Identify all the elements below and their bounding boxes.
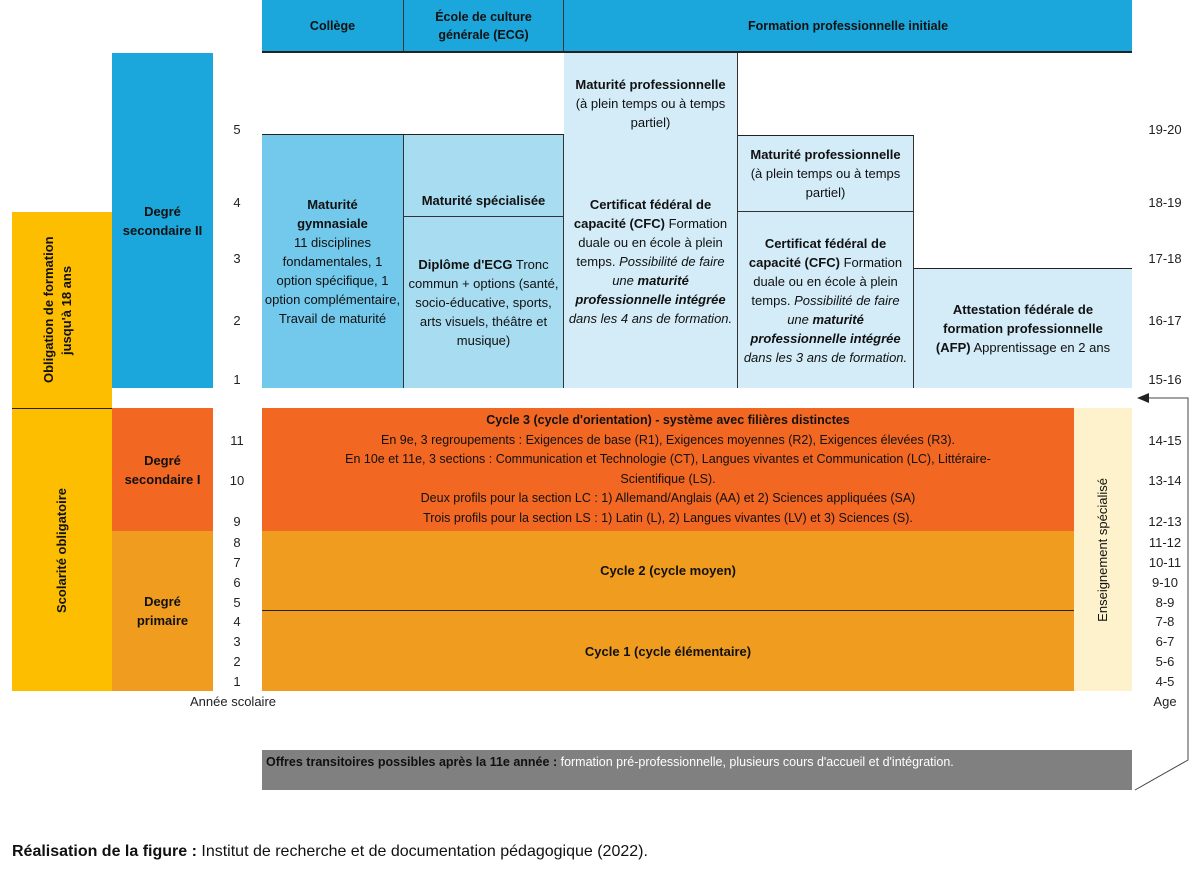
year-number: 9	[233, 514, 241, 529]
afp-title-abbr: (AFP)	[935, 340, 971, 355]
age-value: 14-15	[1148, 433, 1182, 448]
cycle-2	[262, 531, 1074, 611]
afp-title: Attestation fédérale de formation professionnelle	[943, 302, 1103, 336]
diplome-ecg-title: Diplôme d'ECG	[418, 257, 513, 272]
degre-secondaire-1-label: Degré secondaire I	[124, 452, 201, 487]
credit-bold: Réalisation de la figure :	[12, 843, 197, 860]
enseignement-specialise	[1074, 408, 1132, 691]
cfc-3-ans-italic-b: dans les 3 ans de formation.	[743, 349, 908, 365]
age-value: 4-5	[1155, 674, 1175, 689]
transition-box	[262, 750, 1132, 790]
maturite-gymnasiale	[262, 135, 404, 388]
maturite-pro-top-title: Maturité professionnelle	[575, 76, 726, 92]
scolarite-obligatoire	[12, 409, 112, 691]
cycle-3-line: Trois profils pour la section LS : 1) Latin (L), 2) Langues vivantes (LV) et 3) Sciences (S).	[423, 510, 913, 525]
cycle-3-line: Deux profils pour la section LC : 1) Allemand/Anglais (AA) et 2) Sciences appliquées (SA)	[420, 491, 916, 505]
obligation-formation	[12, 212, 112, 408]
diplome-ecg	[404, 217, 564, 388]
degre-secondaire-2-label: Degré secondaire II	[122, 203, 203, 238]
header-formation-pro-label: Formation professionnelle initiale	[747, 18, 949, 33]
year-number: 8	[233, 535, 241, 550]
cfc-4-ans-italic-a: Possibilité de faire une	[612, 254, 725, 288]
transition-text: formation pré-professionnelle, plusieurs cours d'accueil et d'intégration.	[560, 755, 954, 769]
cfc-3-ans-text: Formation duale ou en école à plein temps.	[751, 254, 903, 308]
year-number: 1	[233, 674, 241, 689]
age-value: 6-7	[1155, 634, 1175, 649]
header-college	[262, 0, 404, 53]
cfc-4-ans-italic-b: dans les 4 ans de formation.	[568, 311, 733, 326]
degre-primaire-label: Degré primaire	[136, 594, 189, 628]
year-number: 2	[233, 313, 241, 328]
year-number: 3	[233, 634, 241, 649]
year-number: 4	[233, 614, 241, 629]
degre-secondaire-2	[112, 53, 213, 388]
age-value: 11-12	[1148, 535, 1182, 550]
cfc-4-ans-bold-italic: maturité professionnelle intégrée	[575, 273, 726, 307]
maturite-pro-mid	[738, 135, 914, 212]
header-ecg	[404, 0, 564, 53]
year-number: 5	[233, 122, 241, 137]
cycle-1-title: Cycle 1 (cycle élémentaire)	[584, 643, 752, 659]
transition-bold: Offres transitoires possibles après la 11e année :	[266, 755, 558, 769]
age-value: 10-11	[1148, 555, 1182, 570]
age-value: 12-13	[1148, 514, 1182, 529]
cfc-4-ans-content	[566, 195, 735, 328]
diplome-ecg-text: Tronc commun + options (santé, socio-éducative, sports, arts visuels, théâtre et musique)	[408, 257, 559, 348]
enseignement-specialise-label: Enseignement spécialisé	[1095, 477, 1110, 622]
year-number: 10	[229, 473, 245, 488]
maturite-pro-top-text: (à plein temps ou à temps partiel)	[575, 95, 726, 130]
age-value: 9-10	[1151, 575, 1179, 590]
cycle-1	[262, 611, 1074, 691]
cycle-3-title: Cycle 3 (cycle d'orientation) - système avec filières distinctes	[486, 413, 850, 427]
credit-text: Institut de recherche et de documentation pédagogique (2022).	[201, 843, 648, 860]
maturite-gymnasiale-title: Maturité gymnasiale	[297, 197, 368, 231]
cfc-3-ans-bold-italic: maturité professionnelle intégrée	[750, 311, 901, 346]
year-number: 1	[233, 372, 241, 387]
cfc-3-ans-italic-a: Possibilité de faire une	[787, 292, 900, 327]
age-value: 16-17	[1148, 313, 1182, 328]
year-number: 11	[230, 433, 244, 448]
cycle-2-title: Cycle 2 (cycle moyen)	[600, 563, 736, 578]
cfc-3-ans-content	[740, 234, 911, 367]
afp-text: Apprentissage en 2 ans	[973, 340, 1111, 355]
cfc-3-ans	[738, 212, 914, 388]
diplome-ecg-content	[406, 255, 561, 350]
age-value: 19-20	[1148, 122, 1182, 137]
age-value: 5-6	[1155, 654, 1175, 669]
maturite-gymnasiale-text: 11 disciplines fondamentales, 1 option spécifique, 1 option complémentaire, Travail de maturité	[264, 235, 401, 326]
age-value: 17-18	[1148, 251, 1182, 266]
year-number: 2	[233, 654, 241, 669]
maturite-pro-mid-title: Maturité professionnelle	[750, 147, 901, 162]
year-number: 5	[233, 595, 241, 610]
year-number: 7	[233, 555, 241, 570]
cycle-3-line: En 9e, 3 regroupements : Exigences de base (R1), Exigences moyennes (R2), Exigences élevées (R3).	[381, 432, 955, 447]
degre-secondaire-1	[112, 408, 213, 531]
afp	[914, 268, 1132, 388]
cfc-3-ans-title: Certificat fédéral de capacité (CFC)	[748, 235, 887, 270]
age-value: 15-16	[1148, 372, 1182, 387]
degre-primaire	[112, 531, 213, 691]
cfc-4-ans	[564, 135, 738, 388]
afp-content	[926, 300, 1120, 357]
maturite-pro-top	[564, 53, 738, 135]
header-college-label: Collège	[309, 18, 356, 33]
header-ecg-label: École de culture générale (ECG)	[435, 9, 532, 42]
annee-scolaire-label: Année scolaire	[190, 694, 276, 709]
age-value: 13-14	[1148, 473, 1182, 488]
cycle-3	[262, 408, 1074, 531]
scolarite-obligatoire-label: Scolarité obligatoire	[54, 487, 69, 613]
age-value: 7-8	[1155, 614, 1175, 629]
maturite-pro-mid-text: (à plein temps ou à temps partiel)	[750, 166, 901, 200]
year-number: 6	[233, 575, 241, 590]
age-value: 8-9	[1155, 595, 1175, 610]
maturite-specialisee-title: Maturité spécialisée	[421, 193, 546, 208]
age-value: 18-19	[1148, 195, 1182, 210]
cfc-4-ans-title: Certificat fédéral de capacité (CFC)	[573, 197, 712, 231]
cfc-4-ans-text: Formation duale ou en école à plein temps.	[576, 216, 728, 269]
header-formation-pro	[564, 0, 1132, 53]
return-arrow-icon	[1125, 390, 1195, 795]
figure-credit	[12, 843, 648, 861]
year-number: 3	[233, 251, 241, 266]
obligation-formation-label: Obligation de formation jusqu'à 18 ans	[41, 236, 74, 384]
maturite-specialisee	[404, 135, 564, 217]
age-label: Age	[1153, 694, 1177, 709]
year-number: 4	[233, 195, 241, 210]
cycle-3-line: En 10e et 11e, 3 sections : Communication et Technologie (CT), Langues vivantes et Communication (LC), Littéraire-Scientifique (LS).	[345, 452, 991, 486]
